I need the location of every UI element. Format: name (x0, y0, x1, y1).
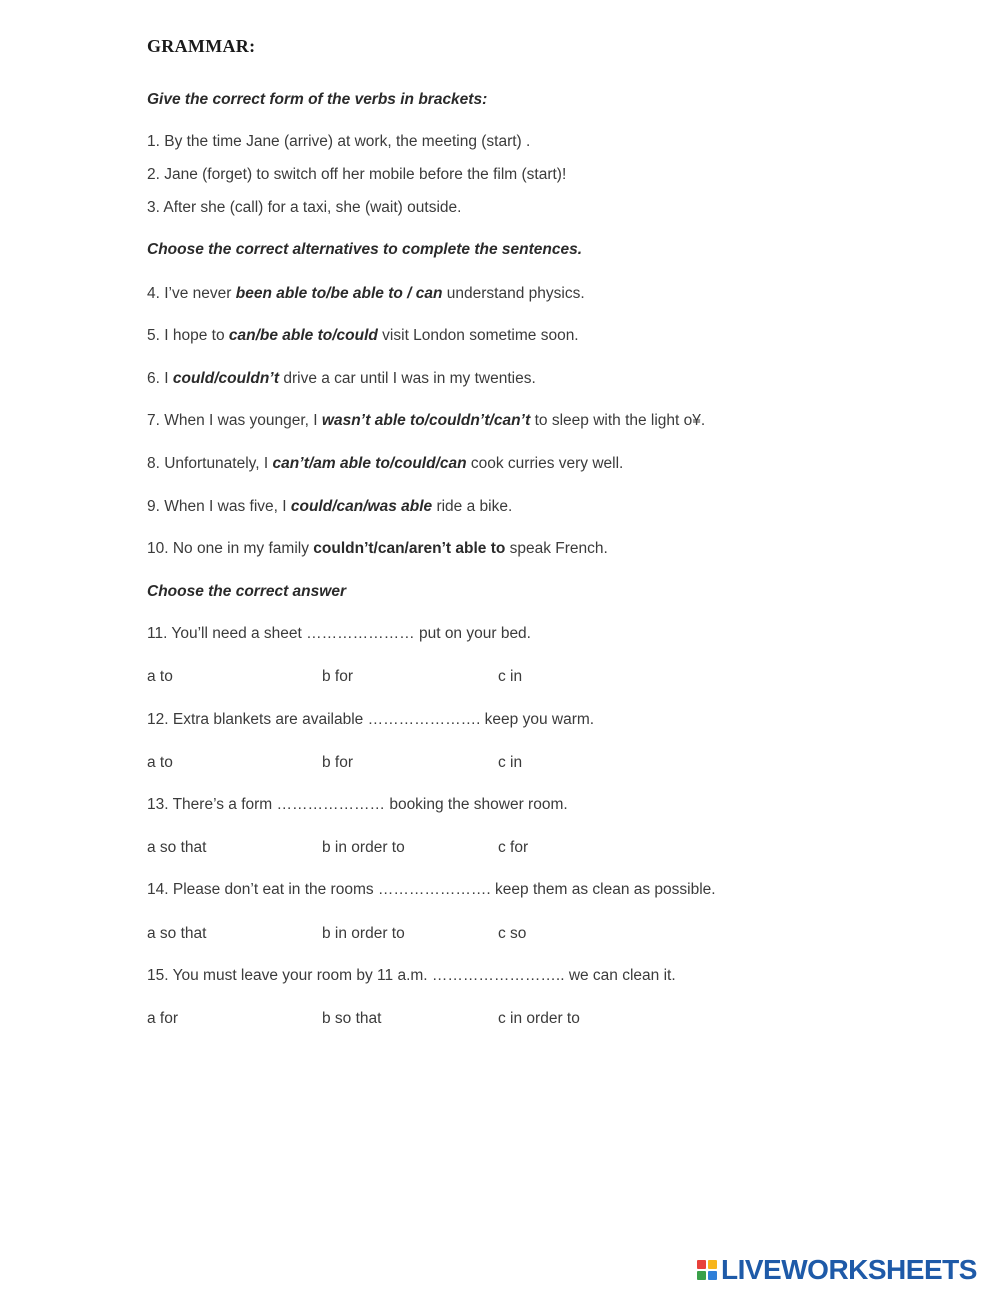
logo-mark-icon (697, 1260, 717, 1280)
option-c[interactable]: c in (498, 668, 523, 685)
exercise-item: 9. When I was five, I could/can/was able ride a bike. (147, 498, 513, 515)
alternatives[interactable]: can/be able to/could (228, 327, 378, 344)
logo-text: LIVEWORKSHEETS (721, 1254, 977, 1285)
option-b[interactable]: b in order to (322, 839, 405, 856)
liveworksheets-logo (697, 1254, 977, 1286)
exercise-item: 6. I could/couldn’t drive a car until I was in my twenties. (147, 370, 536, 387)
alternatives[interactable]: can’t/am able to/could/can (272, 455, 467, 472)
exercise-item: 10. No one in my family couldn’t/can/aren’t able to speak French. (147, 540, 608, 557)
question-text: 15. You must leave your room by 11 a.m. …………………….. we can clean it. (147, 967, 676, 984)
option-b[interactable]: b in order to (322, 925, 405, 942)
exercise-item: 1. By the time Jane (arrive) at work, the meeting (start) . (147, 133, 531, 150)
option-c[interactable]: c for (498, 839, 529, 856)
exercise-item: 4. I’ve never been able to/be able to / can understand physics. (147, 285, 585, 302)
question-text: 11. You’ll need a sheet ………………… put on your bed. (147, 625, 531, 642)
logo-square (697, 1271, 706, 1280)
option-b[interactable]: b for (322, 754, 354, 771)
exercise-item: 2. Jane (forget) to switch off her mobile before the film (start)! (147, 166, 567, 183)
option-a[interactable]: a so that (147, 839, 207, 856)
alternatives[interactable]: could/can/was able (290, 498, 433, 515)
alternatives[interactable]: wasn’t able to/couldn’t/can’t (321, 412, 531, 429)
exercise-item: 8. Unfortunately, I can’t/am able to/could/can cook curries very well. (147, 455, 624, 472)
option-a[interactable]: a to (147, 668, 173, 685)
section1-instruction: Give the correct form of the verbs in brackets: (147, 91, 488, 108)
section3-instruction: Choose the correct answer (147, 583, 346, 600)
exercise-item: 5. I hope to can/be able to/could visit London sometime soon. (147, 327, 579, 344)
logo-square (708, 1271, 717, 1280)
option-b[interactable]: b so that (322, 1010, 382, 1027)
logo-square (708, 1260, 717, 1269)
alternatives[interactable]: couldn’t/can/aren’t able to (313, 540, 506, 557)
question-text: 13. There’s a form ………………… booking the shower room. (147, 796, 568, 813)
question-text: 14. Please don’t eat in the rooms …………………. keep them as clean as possible. (147, 881, 716, 898)
alternatives[interactable]: been able to/be able to / can (235, 285, 443, 302)
option-a[interactable]: a so that (147, 925, 207, 942)
logo-square (697, 1260, 706, 1269)
option-c[interactable]: c in (498, 754, 523, 771)
section2-instruction: Choose the correct alternatives to complete the sentences. (147, 241, 582, 258)
option-c[interactable]: c so (498, 925, 527, 942)
option-c[interactable]: c in order to (498, 1010, 580, 1027)
exercise-item: 7. When I was younger, I wasn’t able to/couldn’t/can’t to sleep with the light o¥. (147, 412, 706, 429)
alternatives[interactable]: could/couldn’t (172, 370, 280, 387)
question-text: 12. Extra blankets are available …………………. keep you warm. (147, 711, 595, 728)
option-b[interactable]: b for (322, 668, 354, 685)
exercise-item: 3. After she (call) for a taxi, she (wait) outside. (147, 199, 462, 216)
page-title: GRAMMAR: (147, 36, 256, 56)
option-a[interactable]: a for (147, 1010, 179, 1027)
option-a[interactable]: a to (147, 754, 173, 771)
